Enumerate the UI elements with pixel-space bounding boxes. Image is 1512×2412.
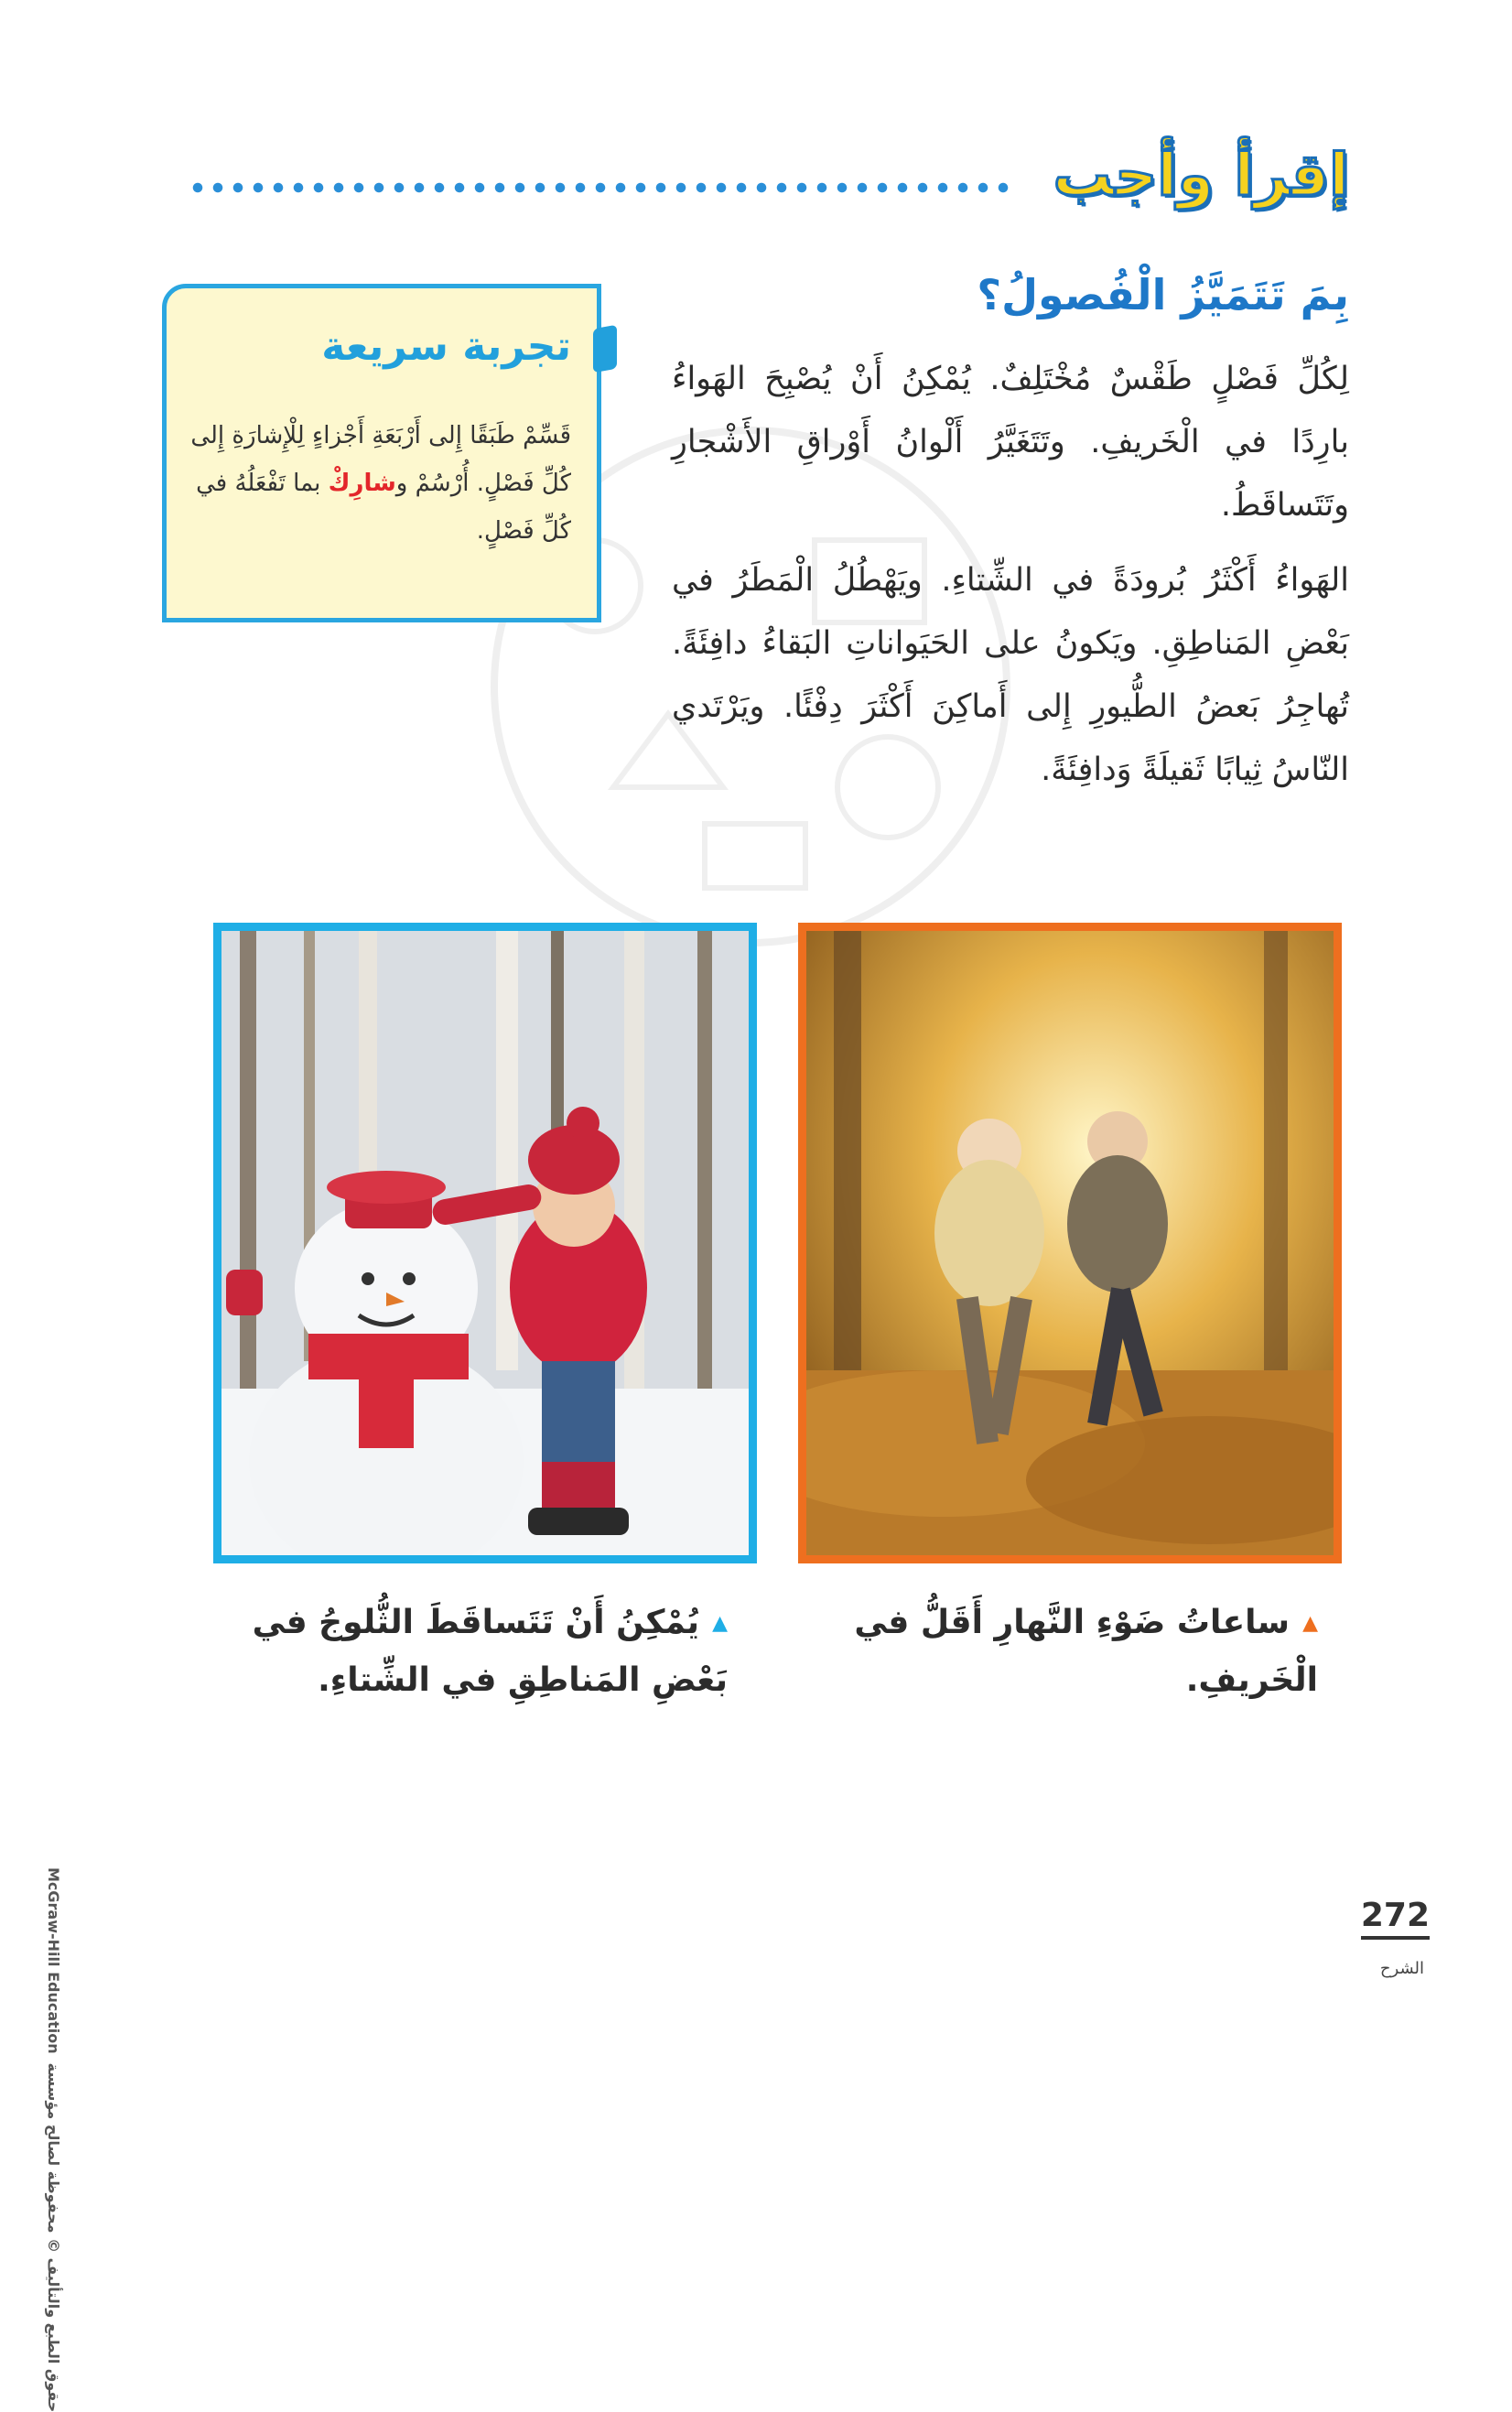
- blue-triangle-icon: ▲: [712, 1612, 728, 1635]
- winter-snowman-image: [221, 931, 749, 1555]
- autumn-caption-text: ساعاتُ ضَوْءِ النَّهارِ أَقَلُّ في الْخَريفِ.: [854, 1604, 1318, 1699]
- quick-experiment-title: تجربة سريعة: [321, 323, 571, 370]
- section-question-heading: بِمَ تَتَمَيَّزُ الْفُصولُ؟: [977, 270, 1349, 319]
- orange-triangle-icon: ▲: [1302, 1612, 1318, 1635]
- section-label: الشرح: [1379, 1959, 1424, 1978]
- autumn-photo-caption: [805, 1595, 1318, 1709]
- quick-experiment-text-before: قَسِّمْ طَبَقًا إِلى أَرْبَعَةِ أَجْزاءٍ لِلْإِشارَةِ إِلى كُلِّ فَصْلٍ. أُرْسُمْ و: [190, 422, 571, 497]
- header-dotted-rule: [188, 181, 1011, 194]
- quick-experiment-badge-icon: [593, 325, 617, 373]
- quick-experiment-text-after: بما تَفْعَلُهُ في كُلِّ فَصْلٍ.: [196, 470, 571, 545]
- autumn-photo: [798, 923, 1342, 1563]
- lesson-header-title: إقرأ وأجب: [1053, 142, 1349, 210]
- quick-experiment-box: [162, 284, 601, 622]
- winter-photo: [213, 923, 757, 1563]
- body-paragraph-winter: الهَواءُ أَكْثَرُ بُرودَةً في الشِّتاءِ. ويَهْطُلُ الْمَطَرُ في بَعْضِ المَناطِقِ. ويَكونُ على الحَيَواناتِ البَقاءُ دافِئَةً. تُهاجِرُ بَعضُ الطُّيورِ إِلى أَماكِنَ أَكْثَرَ دِفْئًا. ويَرْتَدي النّاسُ ثِيابًا ثَقيلَةً وَدافِئَةً.: [672, 562, 1349, 788]
- winter-photo-caption: [215, 1595, 728, 1709]
- autumn-children-image: [806, 931, 1334, 1555]
- body-paragraph-autumn: لِكُلِّ فَصْلٍ طَقْسٌ مُخْتَلِفٌ. يُمْكِنُ أَنْ يُصْبِحَ الهَواءُ بارِدًا في الْخَريفِ. وتَتَغَيَّرُ أَلْوانُ أَوْراقِ الأَشْجارِ وتَتَساقَطُ.: [672, 361, 1349, 524]
- copyright-notice: حقوق الطبع والتأليف © محفوظة لصالح مؤسسة: [45, 2062, 62, 2412]
- publisher-credit: [45, 1867, 62, 2412]
- publisher-brand: McGraw-Hill Education: [45, 1867, 62, 2054]
- page-number: 272: [1361, 1897, 1430, 1940]
- winter-caption-text: يُمْكِنُ أَنْ تَتَساقَطَ الثُّلوجُ في بَعْضِ المَناطِقِ في الشِّتاءِ.: [252, 1604, 728, 1699]
- quick-experiment-text: [187, 412, 571, 555]
- quick-experiment-highlight: شارِكْ: [328, 470, 396, 497]
